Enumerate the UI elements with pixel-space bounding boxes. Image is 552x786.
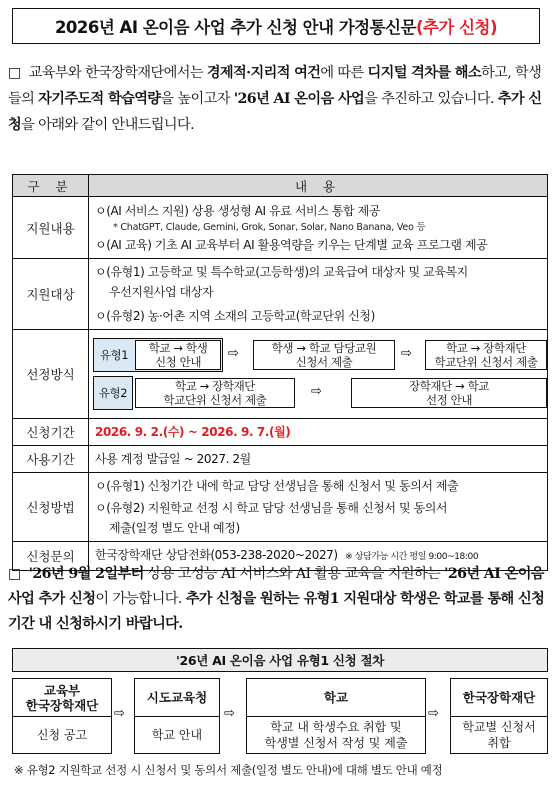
table-row [13,419,548,446]
intro-emphasis: 경제적·지리적 여건 [206,65,321,81]
table-row [13,197,548,259]
support-subline: * ChatGPT, Claude, Gemini, Grok, Sonar, Solar, Nano Banana, Veo 등 [113,221,426,233]
procedure-title: '26년 AI 온이음 사업 유형1 신청 절차 [12,648,548,672]
step-head: 학교 [247,679,425,717]
type1-step2 [253,340,395,370]
arrow-right-icon: ⇨ [224,706,235,721]
intro-emphasis: '26년 AI 온이음 사업 [233,91,365,107]
target-line: ㅇ(유형1) 고등학교 및 특수학교(고등학생)의 교육급여 대상자 및 교육복지 [95,265,468,279]
step-body: 학교 안내 [151,728,203,742]
target-line: ㅇ(유형2) 농·어촌 지역 소재의 고등학교(학교단위 신청) [95,309,375,323]
step-head-text: 한국장학재단 [25,697,99,713]
apply-line: ㅇ(유형1) 신청기간 내에 학교 담당 선생님을 통해 신청서 및 동의서 제출 [95,479,459,493]
arrow-right-icon: ⇨ [428,706,439,721]
step-body-text: 취합 [487,736,511,750]
row-label-usage: 사용기간 [13,446,89,473]
type1-step1 [135,340,221,370]
step-text: 학교단위 신청서 제출 [163,393,267,407]
type2-step1 [135,378,295,408]
selection-flow [93,332,543,416]
procedure-step-education-office [134,678,220,754]
step-body [451,717,547,753]
intro-text: 하고, 학생들의 [8,65,542,107]
usage-value: 사용 계정 발급일 ~ 2027. 2월 [95,452,251,466]
info-table [12,174,548,571]
square-bullet-icon: □ [8,65,21,81]
step-text: 학교 → 학생 [148,341,208,355]
method-content [89,330,548,419]
period-content [89,419,548,446]
step-body-text: 학생별 신청서 작성 및 제출 [264,736,408,750]
step-body: 신청 공고 [36,728,88,742]
procedure-step-ministry [12,678,112,754]
table-row [13,259,548,330]
apply-line: ㅇ(유형2) 지원학교 선정 시 학교 담당 선생님을 통해 신청서 및 동의서 [95,501,448,515]
inquiry-phone: 한국장학재단 상담전화(053-238-2020~2027) [95,548,338,562]
target-content [89,259,548,330]
intro-emphasis: 디지털 격차를 해소 [367,65,482,81]
arrow-right-icon: ⇨ [311,384,322,399]
step-body [247,717,425,753]
step-text: 학교단위 신청서 제출 [434,355,538,369]
table-row [13,446,548,473]
square-bullet-icon: □ [8,566,21,582]
title-highlight: (추가 신청) [415,18,498,37]
para2-text: 이 가능합니다. [95,591,186,607]
intro-paragraph [8,60,548,138]
title-main: 2026년 AI 온이음 사업 추가 신청 안내 가정통신문 [54,18,416,37]
type2-step2 [351,378,547,408]
step-text: 신청서 제출 [295,355,353,369]
arrow-right-icon: ⇨ [114,706,125,721]
row-label-apply: 신청방법 [13,473,89,542]
header-category: 구 분 [13,175,89,197]
type1-label: 유형1 [95,340,133,370]
step-head: 시도교육청 [135,679,219,717]
type1-step3 [425,340,547,370]
procedure-step-school [246,678,426,754]
step-text: 학교 → 장학재단 [174,379,255,393]
step-head-text: 교육부 [43,682,81,698]
row-label-inquiry: 신청문의 [13,542,89,571]
support-content [89,197,548,259]
arrow-right-icon: ⇨ [228,346,239,361]
intro-emphasis: 추가 신청 [8,91,542,133]
intro-text: 을 추진하고 있습니다. [364,91,498,107]
header-content: 내 용 [89,175,548,197]
type2-label: 유형2 [93,376,133,410]
para2-emphasis: 추가 신청을 원하는 유형1 지원대상 학생은 학교를 통해 신청기간 내 신청하시기 바랍니다. [8,591,545,632]
arrow-right-icon: ⇨ [401,346,412,361]
usage-content [89,446,548,473]
procedure-step-foundation [450,678,548,754]
step-text: 학생 → 학교 담당교원 [271,341,377,355]
table-row [13,330,548,419]
intro-text: 을 아래와 같이 안내드립니다. [21,117,195,133]
apply-content [89,473,548,542]
row-label-target: 지원대상 [13,259,89,330]
table-row [13,473,548,542]
page-title [12,8,540,44]
table-header-row [13,175,548,197]
inquiry-hours-note: ※ 상담가능 시간 평일 9:00~18:00 [345,552,479,562]
para2-emphasis: '26년 AI 온이음 사업 추가 신청 [8,566,544,607]
second-paragraph [8,562,548,637]
row-label-method: 선정방식 [13,330,89,419]
support-line: ㅇ(AI 교육) 기초 AI 교육부터 AI 활용역량을 키우는 단계별 교육 프로그램 제공 [95,237,488,252]
step-head [13,679,111,717]
row-label-support: 지원내용 [13,197,89,259]
row-label-period: 신청기간 [13,419,89,446]
step-text: 신청 안내 [154,355,202,369]
step-body-text: 학교 내 학생수요 취합 및 [270,720,402,734]
target-line: 우선지원사업 대상자 [109,285,214,299]
step-body-text: 학교별 신청서 [462,720,536,734]
intro-text: 에 따른 [320,65,368,81]
support-line: ㅇ(AI 서비스 지원) 상용 생성형 AI 유료 서비스 통합 제공 [95,203,381,218]
step-text: 장학재단 → 학교 [408,379,489,393]
para2-text: 상용 고성능 AI 서비스와 AI 활용 교육을 지원하는 [143,566,445,582]
period-value: 2026. 9. 2.(수) ~ 2026. 9. 7.(월) [95,425,291,439]
step-text: 선정 안내 [425,393,473,407]
apply-line: 제출(일정 별도 안내 예정) [109,521,240,535]
step-head: 한국장학재단 [451,679,547,717]
step-text: 학교 → 장학재단 [445,341,526,355]
footnote: ※ 유형2 지원학교 선정 시 신청서 및 동의서 제출(일정 별도 안내)에 대해 별도 안내 예정 [14,763,443,777]
intro-emphasis: 자기주도적 학습역량 [38,91,161,107]
para2-emphasis: '26년 9월 2일부터 [28,566,144,582]
intro-text: 교육부와 한국장학재단에서는 [28,65,207,81]
intro-text: 을 높이고자 [160,91,234,107]
